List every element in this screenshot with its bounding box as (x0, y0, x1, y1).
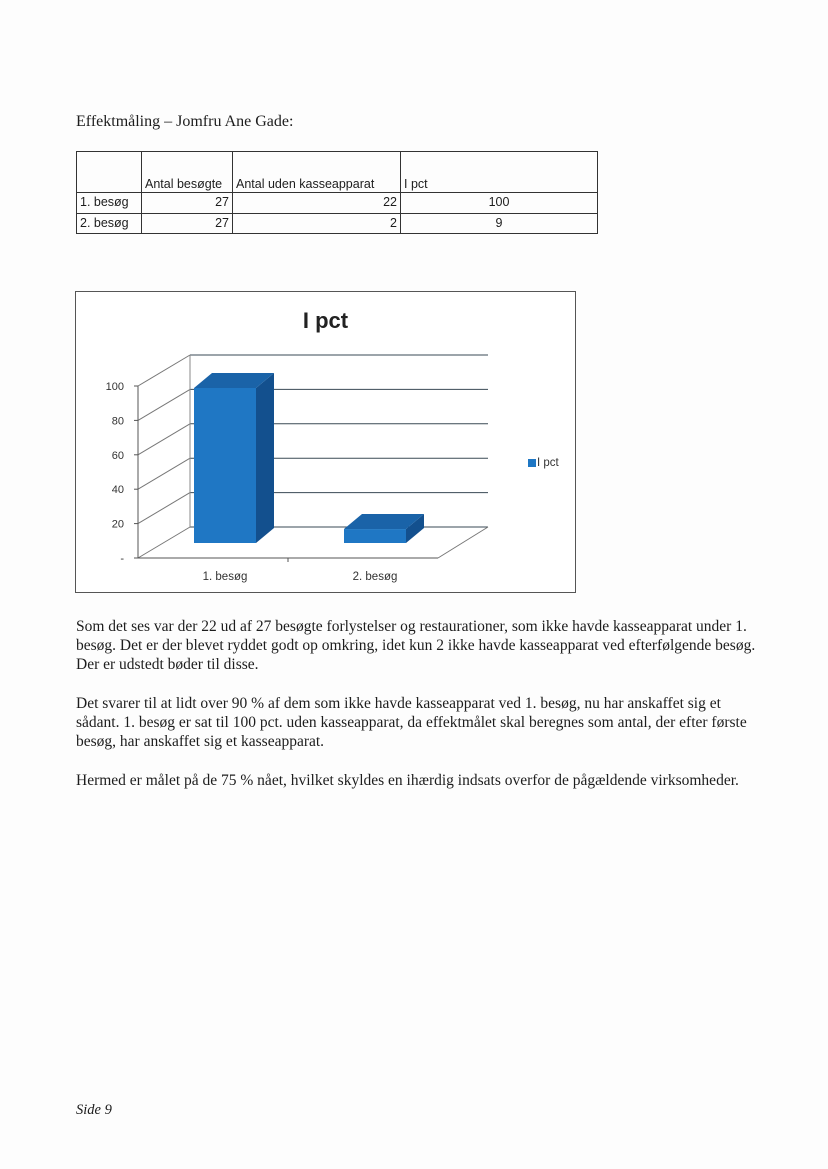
table-cell: 27 (142, 213, 233, 234)
floor-edge (438, 527, 488, 558)
chart-title: I pct (302, 308, 349, 333)
page-heading: Effektmåling – Jomfru Ane Gade: (76, 113, 294, 130)
y-tick-label: 100 (105, 381, 124, 393)
bar (344, 529, 406, 543)
paragraph: Hermed er målet på de 75 % nået, hvilket skyldes en ihærdig indsats overfor de pågældende virksomheder. (76, 772, 739, 789)
x-tick-label: 1. besøg (202, 571, 248, 583)
table-cell: 1. besøg (77, 193, 142, 214)
table-cell: 2. besøg (77, 213, 142, 234)
table-cell: 27 (142, 193, 233, 214)
x-tick-label: 2. besøg (352, 571, 398, 583)
table-row (77, 193, 598, 214)
y-tick-label: 20 (111, 518, 124, 531)
page-footer: Side 9 (76, 1102, 112, 1118)
legend-label: I pct (537, 457, 559, 469)
chart (75, 291, 576, 593)
table-cell: 100 (401, 193, 598, 214)
gridline-diagonal (138, 424, 190, 455)
table-header-cell: Antal uden kasseapparat (233, 152, 401, 193)
bar (194, 388, 256, 543)
table-cell: 22 (233, 193, 401, 214)
paragraph: Det svarer til at lidt over 90 % af dem som ikke havde kasseapparat ved 1. besøg, nu har anskaffet sig et sådant. 1. besøg er sat til 100 pct. uden kasseapparat, da effektmålet skal beregnes som antal, der efter første besøg, har anskaffet sig et kasseapparat. (76, 695, 747, 750)
bar-side (256, 373, 274, 543)
y-tick-label: 80 (111, 415, 124, 428)
y-tick-label: 60 (111, 449, 124, 462)
chart-plot (76, 292, 577, 594)
gridline-diagonal (138, 527, 190, 558)
gridline-diagonal (138, 458, 190, 489)
legend-swatch (528, 459, 536, 467)
gridline-diagonal (138, 389, 190, 420)
table-cell: 9 (401, 213, 598, 234)
y-tick-label: - (120, 553, 124, 565)
y-tick-label: 40 (111, 484, 124, 497)
table-header-cell: I pct (401, 152, 598, 193)
chart-legend (528, 457, 559, 469)
table-header-row (77, 152, 598, 193)
paragraph: Som det ses var der 22 ud af 27 besøgte forlystelser og restaurationer, som ikke havde kasseapparat under 1. besøg. Det er der blevet ryddet godt op omkring, idet kun 2 ikke havde kasseapparat ved efterfølgende besøg. Der er udstedt bøder til disse. (76, 618, 756, 673)
effect-table (76, 151, 598, 234)
table-row (77, 213, 598, 234)
gridline-diagonal (138, 493, 190, 524)
table-cell: 2 (233, 213, 401, 234)
gridline-diagonal (138, 355, 190, 386)
table-header-cell (77, 152, 142, 193)
table-header-cell: Antal besøgte (142, 152, 233, 193)
